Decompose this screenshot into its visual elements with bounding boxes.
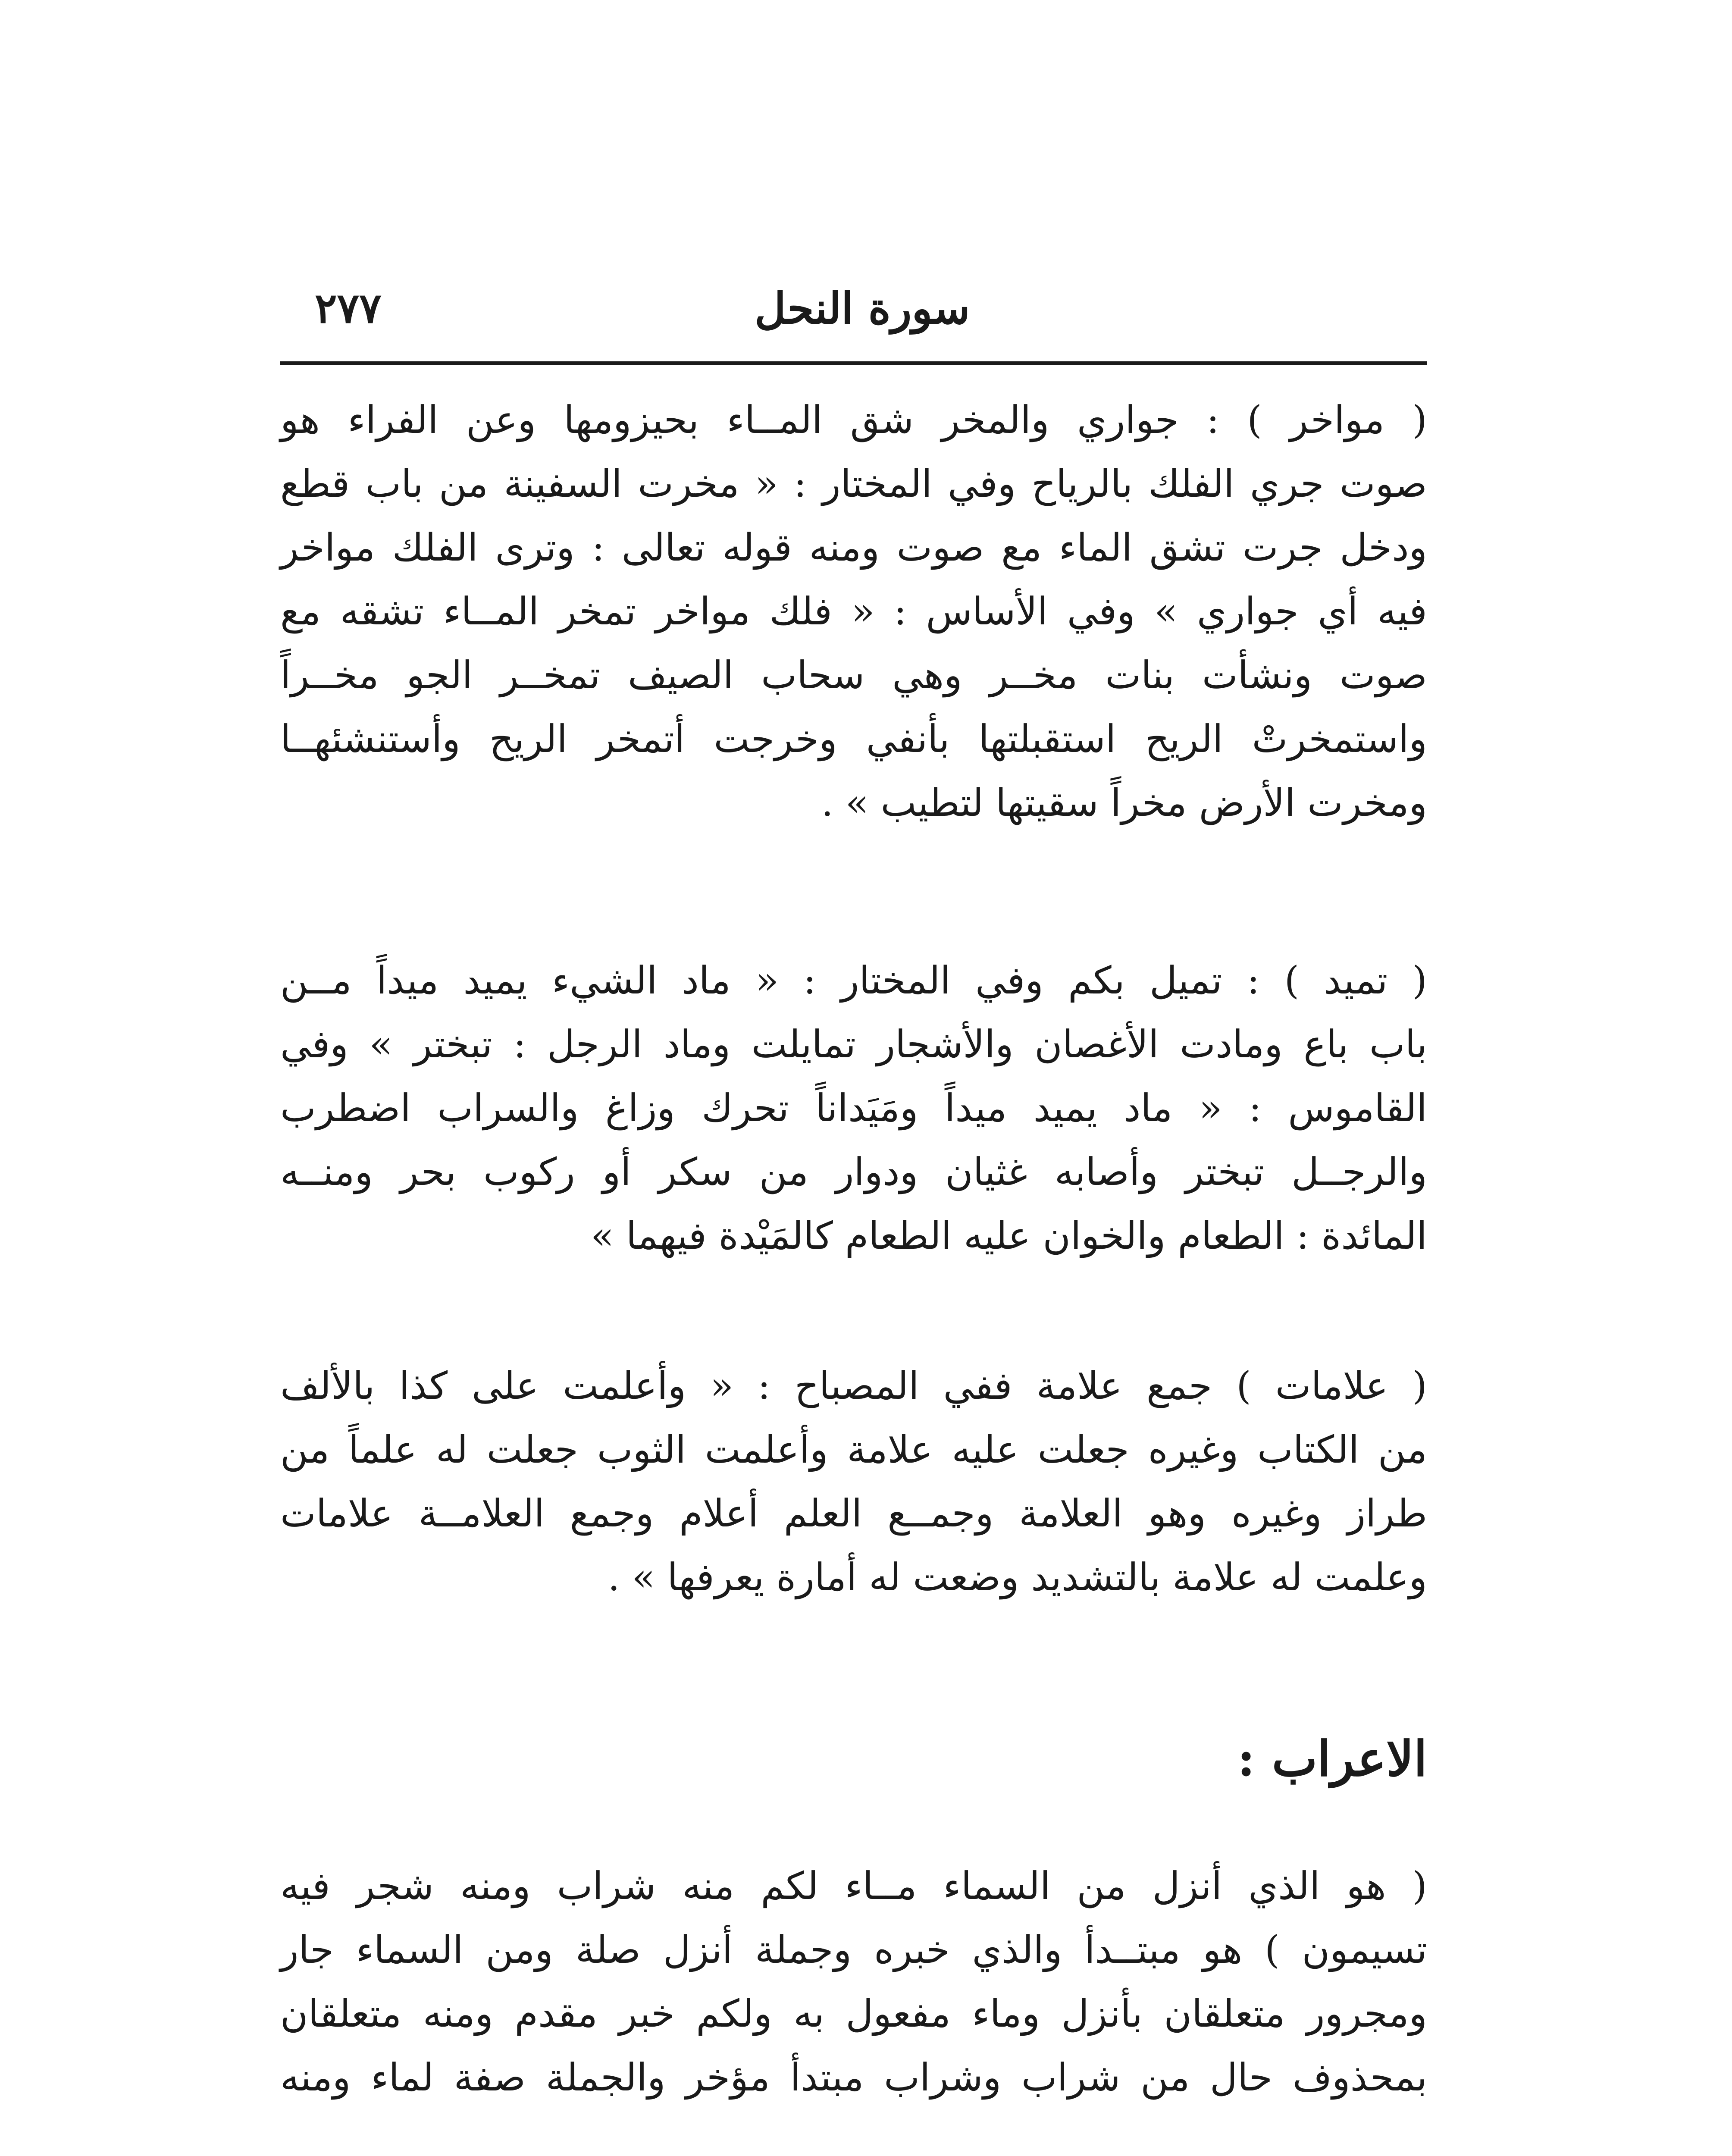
text-line: واستمخرتْ الريح استقبلتها بأنفي وخرجت أتمخر الريح وأستنشئهــا [280, 717, 1427, 761]
text-line: طراز وغيره وهو العلامة وجمــع العلم أعلام وجمع العلامــة علامات [280, 1491, 1427, 1536]
text-line: القاموس : « ماد يميد ميداً ومَيَداناً تحرك وزاغ والسراب اضطرب [280, 1086, 1427, 1130]
paragraph [280, 388, 1427, 835]
text-line: باب باع ومادت الأغصان والأشجار تمايلت وماد الرجل : تبختر » وفي [280, 1022, 1427, 1066]
text-line: ومجرور متعلقان بأنزل وماء مفعول به ولكم خبر مقدم ومنه متعلقان [280, 1991, 1427, 2036]
text-line: والرجــل تبختر وأصابه غثيان ودوار من سكر أو ركوب بحر ومنــه [280, 1150, 1427, 1194]
text-line: من الكتاب وغيره جعلت عليه علامة وأعلمت الثوب جعلت له علماً من [280, 1427, 1427, 1472]
text-line: صوت جري الفلك بالرياح وفي المختار : « مخرت السفينة من باب قطع [280, 461, 1427, 506]
text-line: بمحذوف حال من شراب وشراب مبتدأ مؤخر والجملة صفة لماء ومنه [280, 2055, 1427, 2100]
section-heading: الاعراب : [1237, 1731, 1427, 1787]
header-divider [280, 361, 1427, 365]
paragraph [280, 1354, 1427, 1609]
irab-section-heading-wrap [280, 1725, 1427, 1794]
text-line: المائدة : الطعام والخوان عليه الطعام كالمَيْدة فيهما » [591, 1213, 1427, 1258]
text-line: ( هو الذي أنزل من السماء مــاء لكم منه شراب ومنه شجر فيه [280, 1864, 1427, 1908]
text-line: ومخرت الأرض مخراً سقيتها لتطيب » . [821, 780, 1427, 825]
page-title: سورة النحل [755, 283, 970, 334]
text-line: تسيمون ) هو مبتــدأ والذي خبره وجملة أنزل صلة ومن السماء جار [280, 1927, 1427, 1972]
definition-alamat [280, 1354, 1427, 1609]
text-line: وعلمت له علامة بالتشديد وضعت له أمارة يعرفها » . [608, 1555, 1427, 1599]
paragraph [280, 949, 1427, 1268]
text-line: ( تميد ) : تميل بكم وفي المختار : « ماد الشيء يميد ميداً مــن [280, 958, 1427, 1003]
irab-paragraph [280, 1854, 1427, 2109]
text-line: ودخل جرت تشق الماء مع صوت ومنه قوله تعالى : وترى الفلك مواخر [280, 525, 1427, 570]
page-header [280, 276, 1427, 341]
definition-tamid [280, 949, 1427, 1268]
text-line: ( علامات ) جمع علامة ففي المصباح : « وأعلمت على كذا بالألف [280, 1363, 1427, 1408]
text-line: فيه أي جواري » وفي الأساس : « فلك مواخر تمخر المــاء تشقه مع [280, 589, 1427, 633]
page-number: ٢٧٧ [315, 284, 382, 332]
text-line: صوت ونشأت بنات مخــر وهي سحاب الصيف تمخــر الجو مخــراً [280, 653, 1427, 697]
text-line: ( مواخر ) : جواري والمخر شق المــاء بحيزومها وعن الفراء هو [280, 398, 1427, 442]
paragraph [280, 1854, 1427, 2109]
definition-mawakhir [280, 388, 1427, 835]
